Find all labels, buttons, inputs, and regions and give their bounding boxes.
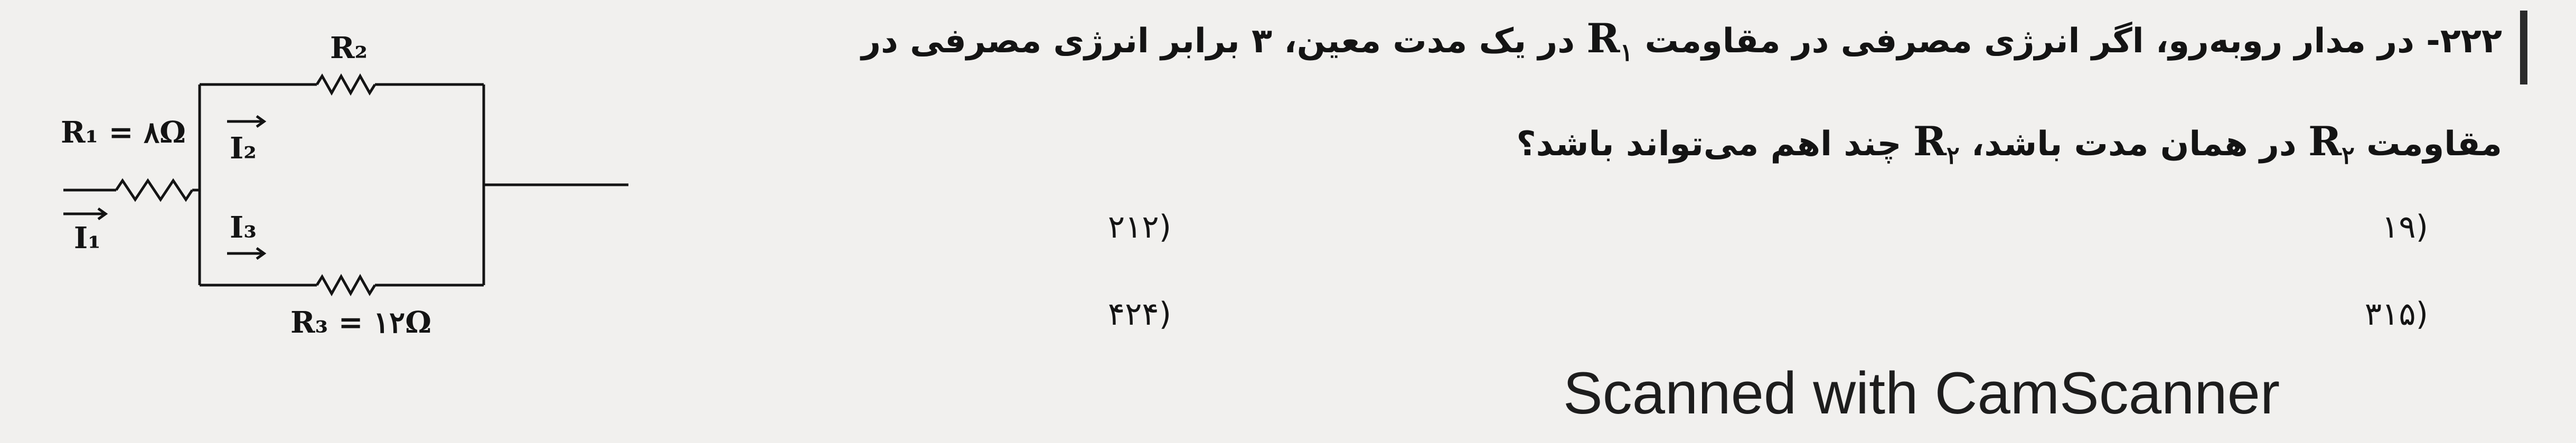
option-2-value: ۱۲ [1125, 209, 1159, 246]
camscanner-watermark: Scanned with CamScanner [1563, 360, 2280, 426]
page-edge-mark [2520, 11, 2527, 84]
option-1[interactable] [2371, 209, 2428, 246]
circuit-diagram [32, 11, 665, 370]
question-line-2 [1516, 118, 2502, 170]
i2-label: I₂ [230, 131, 257, 166]
question-text-2b: در همان مدت باشد، [1971, 125, 2297, 164]
option-3[interactable] [2354, 296, 2428, 333]
symbol-r2-again: $R_۲$ [1913, 118, 1960, 170]
symbol-r1: $R_۱$ [1586, 15, 1633, 67]
r3-label: R₃ = ۱۲Ω [290, 305, 431, 340]
question-text-2a: مقاومت [2366, 125, 2502, 164]
option-4-number: (۴ [1107, 296, 1171, 333]
option-2-number: (۲ [1107, 209, 1171, 246]
option-3-number: (۳ [2364, 296, 2428, 333]
question-text-1a: در مدار روبه‌رو، اگر انرژی مصرفی در مقاومت [1644, 22, 2414, 61]
i3-label: I₃ [230, 210, 257, 245]
option-1-value: ۹ [2399, 209, 2416, 246]
question-text-2c: چند اهم می‌تواند باشد؟ [1516, 125, 1902, 164]
option-3-value: ۱۵ [2382, 296, 2416, 333]
option-2[interactable] [1097, 209, 1171, 246]
option-4-value: ۲۴ [1125, 296, 1159, 333]
question-number: ۲۲۲- [2426, 22, 2502, 61]
question-line-1 [861, 15, 2502, 67]
r2-label: R₂ [330, 31, 368, 65]
r1-label: R₁ = ۸Ω [61, 115, 186, 150]
i1-label: I₁ [74, 221, 101, 256]
option-4[interactable] [1097, 296, 1171, 333]
question-text-1b: در یک مدت معین، ۳ برابر انرژی مصرفی در [861, 22, 1575, 61]
symbol-r2: $R_۲$ [2308, 118, 2355, 170]
option-1-number: (۱ [2382, 209, 2428, 246]
